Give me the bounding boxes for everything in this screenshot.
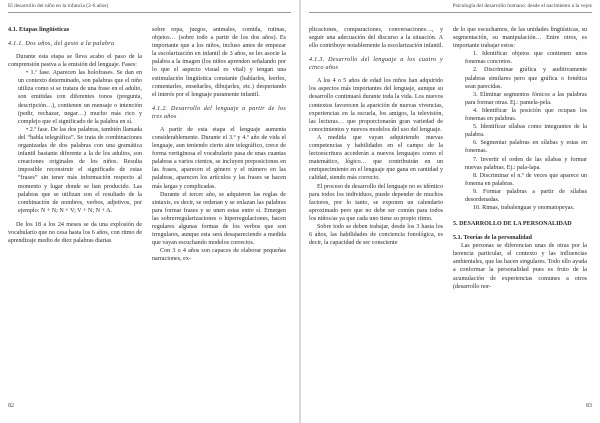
list-item: 6. Segmentar palabras en sílabas y estas en fonemas. — [465, 140, 587, 155]
paragraph: El proceso de desarrollo del lenguaje no es idéntico para todos los individuos, puede depender de muchos factores, por lo tanto, se exponen un calendario aproximado pero que no debe ser común para todos los niños/as ya que cada uno tiene su propio ritmo. — [309, 183, 443, 222]
list-item: 7. Invertir el orden de las sílabas y formar nuevas palabras. Ej.: pala-lapa. — [465, 156, 587, 171]
paragraph: sobre ropa, juegos, animales, comida, rutinas, objetos… (sobre todo a partir de los dos años). Es importante que a los niños, incluso antes de empezar la escolarización en infantil de 3 años, se les asocie la palabra a la imagen (los niños aprenden señalando por lo que el aspecto visual es vital) y tengan una estimulación lingüística constante (hablarles, leerles, comentarles, enseñarles, dibujarles, etc.) despertando el interés por el lenguaje puramente infantil. — [152, 27, 286, 98]
bullet-item: • 2.ª fase. De las dos palabras, también llamada del “habla telegráfica”. Se trata de combinaciones organizadas de dos palabras con una gramática infantil bastante diferente a la de los adultos, son creaciones originales de los niños. Resulta imposible reconstruir el significado de estas “frases” sin tener más información respecto al momento y lugar donde se han producido. Las palabras que se utilizan son el resultado de la combinación de nombres, verbos, adjetivos, por ejemplo: N + N; N + V; V + N; N + A. — [18, 126, 142, 214]
list-item: 10. Rimas, trabalenguas y onomatopeyas. — [473, 205, 575, 212]
header-rule — [309, 12, 592, 13]
subsection-heading: 5.1. Teorías de la personalidad — [453, 235, 532, 242]
right-column-1 — [309, 26, 443, 247]
subsection-heading: 4.1.3. Desarrollo del lenguaje a los cuatro y cinco años — [309, 57, 443, 72]
paragraph: De los 18 a los 24 meses se da una explosión de vocabulario que no cesa hasta los 6 años, con ritmo de aprendizaje medio de diez palabras diarias — [8, 221, 142, 245]
paragraph: Las personas se diferencian unas de otras por la herencia particular, el contexto y las influencias ambientales, que las hacen singulares. Todo ello ayuda a conformar la personalidad pues es fruto de la acumulación de experiencias comunes a otros (desarrollo nor- — [453, 243, 587, 290]
bullet-item: • 1.ª fase. Aparecen las holofrases. Se dan en un contexto determinado, son palabras que el niño utiliza como si se tratara de una frase en el adulto, son emitidas con diferentes tonos (pregunta, descripción…), contienen un mensaje o intención (pedir, rechazar, negar…) mucho más rico y complejo que el significado de la palabra en sí. — [18, 70, 142, 125]
list-item: 4. Identificar la posición que ocupan los fonemas en palabras. — [465, 107, 587, 123]
list-item: 2. Discriminar gráfica y auditivamente palabras similares pero que gráfica o fonética sean parecidas. — [465, 67, 587, 90]
paragraph: de lo que escuchamos, de las unidades lingüísticas, su segmentación, su manipulación… Entre otros, es importante trabajar estos: — [453, 27, 587, 50]
paragraph: Durante esta etapa se lleva acabo el paso de la comprensión pasiva a la emisión del lenguaje. Fases: — [8, 54, 142, 69]
running-head-right: Psicología del desarrollo humano: desde el nacimiento a la vejez — [452, 3, 592, 9]
section-heading: 4.1. Etapas lingüísticas — [8, 26, 70, 33]
list-item: 9. Formar palabras a partir de sílabas desordenadas. — [465, 188, 587, 203]
page-number-right: 83 — [586, 403, 592, 409]
paragraph: Sobre todo se deben trabajar, desde los 3 hasta los 6 años, las habilidades de conciencia fonológica, es decir, la capacidad de ser consciente — [309, 223, 443, 247]
list-item: 3. Eliminar segmentos fónicos a las palabras para formar otras. Ej.: pamela-pela. — [465, 91, 587, 106]
paragraph: plicaciones, comparaciones, conversaciones…, y seguir una adecuación del discurso a la situación. A ello contribuye notablemente la escolarización infantil. — [309, 27, 444, 50]
list-item: 8. Discriminar el n.º de veces que aparece un fonema en palabras. — [465, 172, 587, 187]
header-rule — [8, 12, 291, 13]
subsection-heading: 4.1.2. Desarrollo del lenguaje a partir de los tres años — [152, 105, 286, 120]
subsection-heading: 4.1.1. Dos años, del gesto a la palabra — [8, 41, 115, 47]
running-head-left: El desarrollo del niño en la infancia (2-6 años) — [8, 3, 109, 9]
paragraph: Durante el tercer año, se adquieren las reglas de sintaxis, es decir, se ordenan y se enlazan las palabras para formar frases y se unen estas entre sí. Emergen las sobrerregularizaciones o hiperregulaciones, hacen regulares algunas formas de los verbos que son irregulares, aunque esta será desapareciendo a medida que vayan escuchando modelos correctos. — [152, 191, 286, 247]
section-heading: 5. DESARROLLO DE LA PERSONALIDAD — [453, 221, 572, 228]
left-column-2 — [152, 26, 286, 263]
list-item: 5. Identificar sílabas como integrantes de la palabra. — [465, 124, 587, 139]
paragraph: A partir de esta etapa el lenguaje aumenta considerablemente. Durante el 3.º y 4.º año de vida el lenguaje, aun teniendo cierto aire telegráfico, crece de forma vertiginosa el vocabulario pasa de unas cuantas palabras a varios cientos, se incluyen preposiciones en las frases, aparecen el género y el número en las palabras, aparecen los artículos y las frases se hacen más largas y complicadas. — [152, 126, 286, 190]
left-page — [0, 0, 299, 423]
paragraph: A medida que vayan adquiriendo nuevas competencias y habilidades en el campo de la lectoescritura accederán a nuevos lenguajes como el matemático, lógico… que contribuirán en un enriquecimiento en el lenguaje que gana en cantidad y calidad, siendo más correcto. — [309, 134, 443, 182]
page-number-left: 82 — [8, 403, 14, 409]
list-item: 1. Identificar objetos que contienen unos fonemas concretos. — [465, 51, 587, 66]
paragraph: Con 3 o 4 años son capaces de elaborar pequeñas narraciones, ex- — [152, 248, 286, 263]
right-column-2 — [453, 26, 587, 291]
paragraph: A los 4 o 5 años de edad los niños han adquirido los aspectos más importantes del lenguaje, aunque su desarrollo continuará durante toda la vida. Los nuevos contextos favorecen la aparición de nuevas vivencias, experiencias en la escuela, los amigos, la televisión, las lecturas… que proporcionarán gran variedad de conocimientos y nuevos modelos del uso del lenguaje. — [309, 78, 443, 133]
left-column-1 — [8, 26, 142, 245]
right-page — [301, 0, 600, 423]
